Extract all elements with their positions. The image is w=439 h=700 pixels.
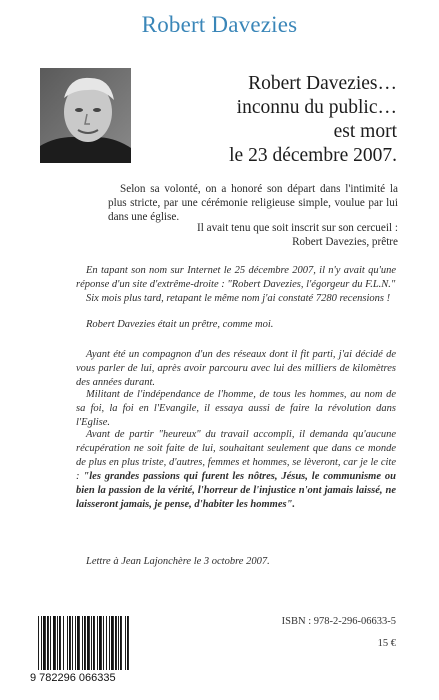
price-text: 15 € — [377, 638, 396, 649]
headline-line: le 23 décembre 2007. — [229, 145, 397, 166]
barcode-bar — [72, 616, 73, 670]
headline-line: Robert Davezies… — [248, 73, 397, 94]
inscription-line: Il avait tenu que soit inscrit sur son cercueil : — [196, 222, 398, 234]
intro-paragraph: Selon sa volonté, on a honoré son départ dans l'intimité la plus stricte, par une cérémonie religieuse simple, voulue par lui dans une église. — [108, 183, 398, 223]
isbn-text: ISBN : 978-2-296-06633-5 — [281, 616, 396, 627]
barcode-bar — [127, 616, 129, 670]
barcode-bar — [69, 616, 71, 670]
barcode-bar — [87, 616, 90, 670]
body-paragraph — [76, 318, 396, 332]
paragraph-text: Robert Davezies était un prêtre, comme moi. — [86, 319, 274, 330]
book-title: Robert Davezies — [141, 12, 298, 37]
barcode-bar — [63, 616, 64, 670]
barcode-bar — [67, 616, 68, 670]
paragraph-text: En tapant son nom sur Internet le 25 décembre 2007, il n'y avait qu'une réponse d'un site d'extrême-droite : "Robert Davezies, l'égorgeur du F.L.N." — [76, 265, 396, 290]
barcode-bar — [118, 616, 119, 670]
barcode-bar — [84, 616, 86, 670]
barcode-bar — [120, 616, 122, 670]
body-paragraph — [76, 428, 396, 512]
barcode-bar — [43, 616, 46, 670]
barcode-bar — [93, 616, 95, 670]
paragraph-text — [76, 428, 396, 512]
barcode-bar — [125, 616, 126, 670]
barcode-bar — [97, 616, 98, 670]
barcode — [28, 614, 175, 684]
barcode-bar — [91, 616, 92, 670]
barcode-bar — [59, 616, 61, 670]
barcode-bar — [75, 616, 76, 670]
barcode-bar — [41, 616, 42, 670]
barcode-bar — [115, 616, 117, 670]
barcode-bar — [103, 616, 104, 670]
headline-line: inconnu du public… — [236, 97, 397, 118]
barcode-bar — [77, 616, 80, 670]
barcode-bar — [50, 616, 51, 670]
barcode-bar — [106, 616, 107, 670]
headline — [157, 72, 397, 168]
barcode-bar — [57, 616, 58, 670]
paragraph-text: Militant de l'indépendance de l'homme, de tous les hommes, au nom de sa foi, la foi en l'Evangile, il essaya aussi de faire la révolution dans l'Eglise. — [76, 389, 396, 428]
inscription-line: Robert Davezies, prêtre — [292, 236, 398, 248]
author-photo — [40, 68, 131, 163]
body-paragraph — [76, 555, 396, 569]
barcode-bar — [82, 616, 83, 670]
body-paragraph — [76, 388, 396, 430]
barcode-bar — [47, 616, 49, 670]
paragraph-text: Ayant été un compagnon d'un des réseaux dont il fit parti, j'ai décidé de vous parler de lui, après avoir parcouru avec lui des milliers de kilomètres des années durant. — [76, 349, 396, 388]
paragraph-text: Lettre à Jean Lajonchère le 3 octobre 2007. — [86, 556, 270, 567]
barcode-bar — [109, 616, 110, 670]
intro-inscription — [108, 221, 398, 249]
barcode-digits: 9 782296 066335 — [30, 672, 116, 684]
headline-line: est mort — [333, 121, 397, 142]
barcode-bar — [38, 616, 39, 670]
barcode-bar — [53, 616, 56, 670]
barcode-bar — [99, 616, 102, 670]
barcode-graphic — [28, 614, 175, 684]
paragraph-text-plain: Avant de partir "heureux" du travail accompli, il demanda qu'aucune récupération ne soit faite de lui, souhaitant seulement que dans ce monde de plus en plus triste, d'autres, femmes et hommes, se lèveront, car je le cite : — [76, 429, 396, 482]
body-paragraph — [76, 348, 396, 390]
quote-bold: "les grandes passions qui furent les nôtres, Jésus, le communisme ou bien la passion de la vérité, l'horreur de l'injustice n'ont jamais laissé, ne laisseront jamais, je pense, d'habiter les hommes". — [76, 471, 396, 510]
body-paragraph — [76, 264, 396, 306]
paragraph-text: Six mois plus tard, retapant le même nom j'ai constaté 7280 recensions ! — [86, 293, 391, 304]
barcode-bar — [111, 616, 114, 670]
